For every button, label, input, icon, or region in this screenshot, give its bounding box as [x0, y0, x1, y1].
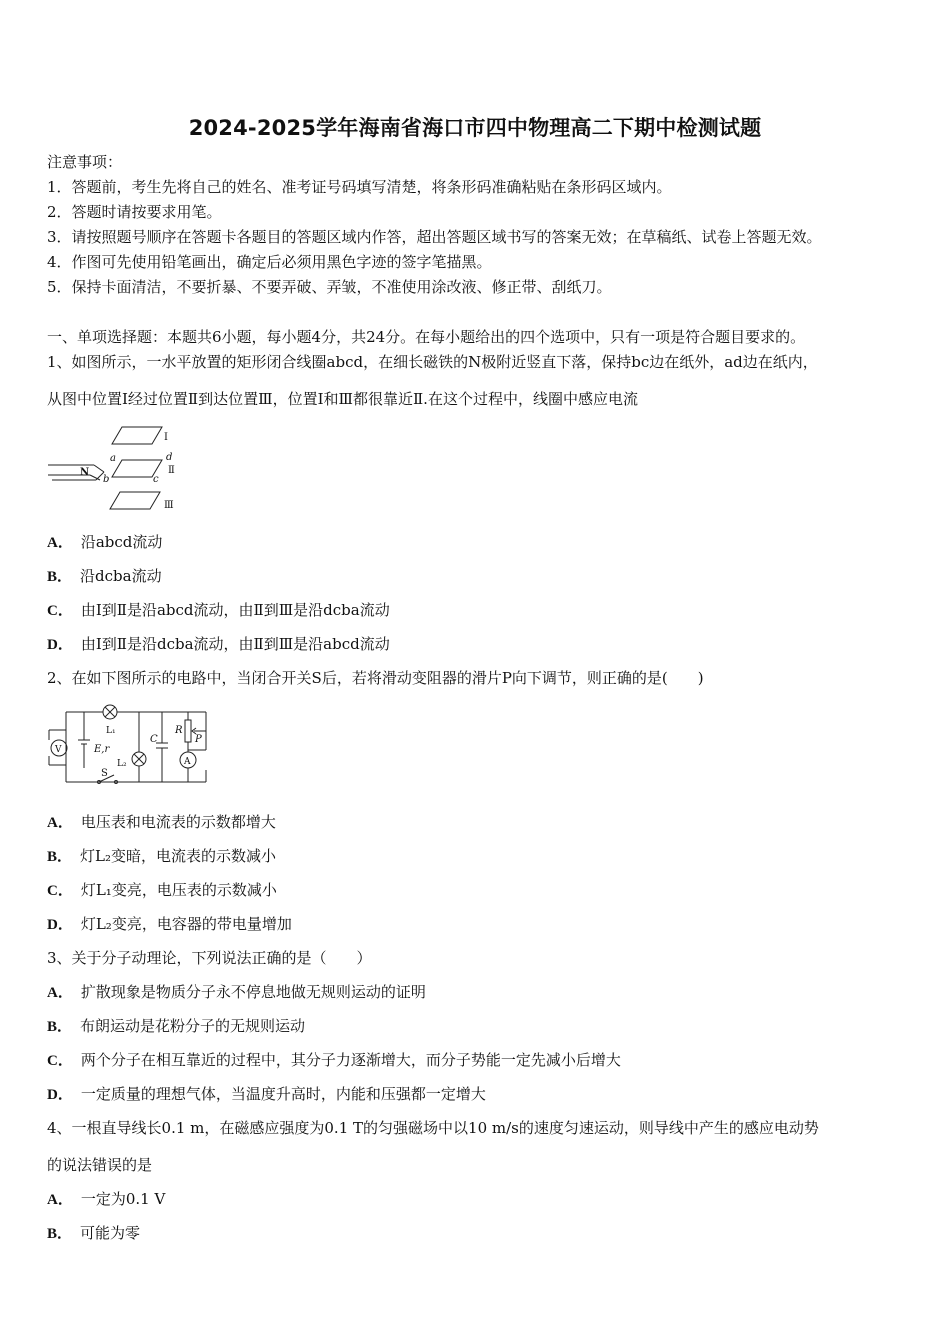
q3-option-b: B． 布朗运动是花粉分子的无规则运动	[47, 1017, 306, 1035]
q3-stem: 3、关于分子动理论，下列说法正确的是（ ）	[47, 949, 372, 967]
note-item: 2．答题时请按要求用笔。	[47, 203, 222, 221]
ammeter-label: A	[184, 757, 191, 767]
q3-option-d: D． 一定质量的理想气体，当温度升高时，内能和压强都一定增大	[47, 1085, 486, 1103]
q1-magnet-coil-figure	[44, 420, 194, 516]
coil-label-c: c	[153, 474, 159, 485]
slider-label: P	[195, 734, 202, 745]
switch-label: S	[101, 768, 108, 779]
note-item: 3．请按照题号顺序在答题卡各题目的答题区域内作答，超出答题区域书写的答案无效；在草稿纸、试卷上答题无效。	[47, 228, 822, 246]
q1-option-a: A． 沿abcd流动	[47, 533, 163, 551]
q2-circuit-figure	[44, 700, 219, 790]
note-item: 4．作图可先使用铅笔画出，确定后必须用黑色字迹的签字笔描黑。	[47, 253, 492, 271]
q4-option-a: A． 一定为0.1 V	[47, 1190, 166, 1208]
magnet-n-label: N	[80, 467, 90, 478]
q4-stem-line1: 4、一根直导线长0.1 m，在磁感应强度为0.1 T的匀强磁场中以10 m/s的速度匀速运动，则导线中产生的感应电动势	[47, 1119, 819, 1137]
note-item: 5．保持卡面清洁，不要折暴、不要弄破、弄皱，不准使用涂改液、修正带、刮纸刀。	[47, 278, 612, 296]
battery-label: E,r	[94, 744, 110, 755]
q2-option-d: D． 灯L₂变亮，电容器的带电量增加	[47, 915, 292, 933]
page-title: 2024-2025学年海南省海口市四中物理高二下期中检测试题	[188, 116, 762, 140]
q2-stem: 2、在如下图所示的电路中，当闭合开关S后，若将滑动变阻器的滑片P向下调节，则正确的是( )	[47, 669, 704, 687]
q1-option-b: B． 沿dcba流动	[47, 567, 162, 585]
position-label-2: Ⅱ	[168, 465, 175, 476]
coil-label-b: b	[103, 474, 110, 485]
note-item: 1．答题前，考生先将自己的姓名、准考证号码填写清楚，将条形码准确粘贴在条形码区域内。	[47, 178, 672, 196]
q2-option-a: A． 电压表和电流表的示数都增大	[47, 813, 276, 831]
lamp-l1-label: L₁	[106, 726, 116, 736]
notes-heading: 注意事项：	[47, 153, 123, 171]
q2-option-c: C． 灯L₁变亮，电压表的示数减小	[47, 881, 277, 899]
coil-label-a: a	[110, 453, 116, 464]
q1-stem-line1: 1、如图所示，一水平放置的矩形闭合线圈abcd，在细长磁铁的N极附近竖直下落，保持bc边在纸外，ad边在纸内，	[47, 353, 818, 371]
coil-position-1	[112, 427, 162, 444]
q4-option-b: B． 可能为零	[47, 1224, 141, 1242]
position-label-3: Ⅲ	[164, 500, 174, 511]
voltmeter-label: V	[55, 745, 62, 755]
section-heading: 一、单项选择题：本题共6小题，每小题4分，共24分。在每小题给出的四个选项中，只有一项是符合题目要求的。	[47, 328, 806, 346]
coil-position-3	[110, 492, 160, 509]
q4-stem-line2: 的说法错误的是	[47, 1156, 153, 1174]
position-label-1: Ⅰ	[164, 432, 168, 443]
q2-option-b: B． 灯L₂变暗，电流表的示数减小	[47, 847, 276, 865]
q1-option-c: C． 由Ⅰ到Ⅱ是沿abcd流动，由Ⅱ到Ⅲ是沿dcba流动	[47, 601, 390, 619]
q1-option-d: D． 由Ⅰ到Ⅱ是沿dcba流动，由Ⅱ到Ⅲ是沿abcd流动	[47, 635, 390, 653]
q1-stem-line2: 从图中位置Ⅰ经过位置Ⅱ到达位置Ⅲ，位置Ⅰ和Ⅲ都很靠近Ⅱ.在这个过程中，线圈中感应电流	[47, 390, 638, 408]
rheostat-label: R	[175, 725, 183, 736]
lamp-l2-label: L₂	[117, 759, 127, 769]
capacitor-label: C	[150, 734, 158, 745]
coil-label-d: d	[166, 452, 173, 463]
q3-option-c: C． 两个分子在相互靠近的过程中，其分子力逐渐增大，而分子势能一定先减小后增大	[47, 1051, 621, 1069]
q3-option-a: A． 扩散现象是物质分子永不停息地做无规则运动的证明	[47, 983, 426, 1001]
